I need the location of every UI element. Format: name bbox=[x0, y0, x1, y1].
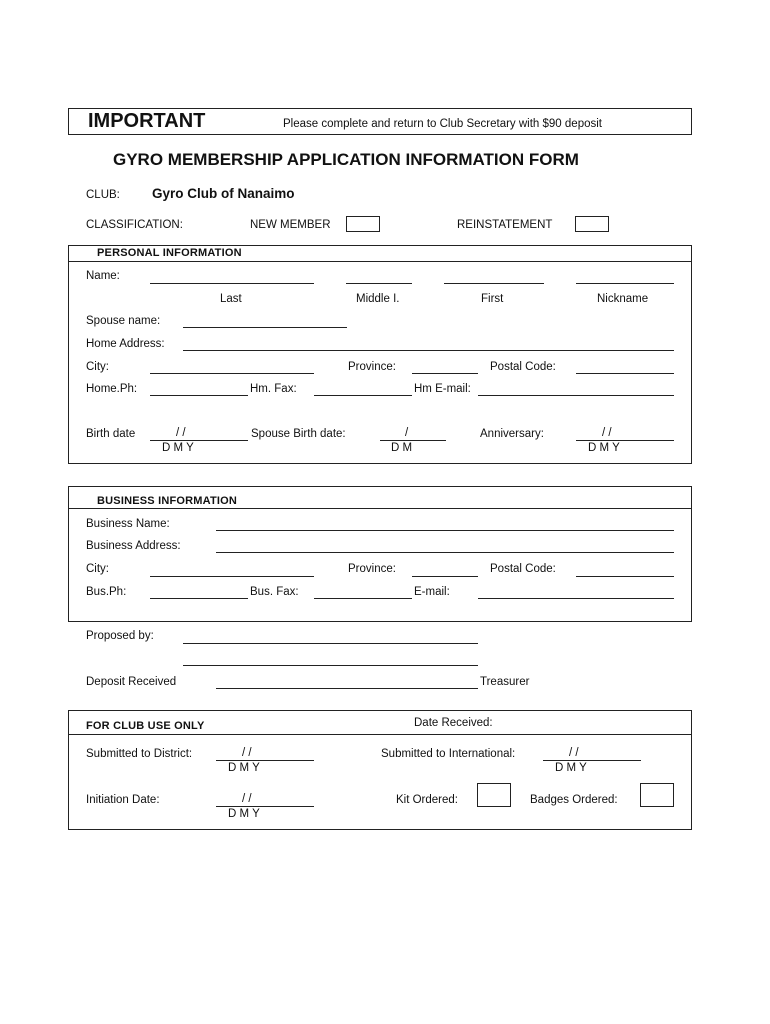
club-name: Gyro Club of Nanaimo bbox=[152, 186, 295, 201]
badges-ordered-label: Badges Ordered: bbox=[530, 794, 618, 806]
province-field[interactable] bbox=[412, 373, 478, 374]
business-postal-field[interactable] bbox=[576, 576, 674, 577]
club-use-heading-divider bbox=[68, 734, 692, 735]
important-label: IMPORTANT bbox=[88, 110, 206, 132]
proposed-by-field-1[interactable] bbox=[183, 643, 478, 644]
business-name-label: Business Name: bbox=[86, 518, 170, 530]
last-name-field[interactable] bbox=[150, 283, 314, 284]
business-city-label: City: bbox=[86, 563, 109, 575]
initiation-date-label: Initiation Date: bbox=[86, 794, 160, 806]
spouse-birth-dm: D M bbox=[391, 442, 413, 454]
new-member-label: NEW MEMBER bbox=[250, 219, 331, 231]
classification-label: CLASSIFICATION: bbox=[86, 219, 183, 231]
personal-info-heading: PERSONAL INFORMATION bbox=[97, 247, 242, 259]
reinstatement-checkbox[interactable] bbox=[575, 216, 609, 232]
deposit-received-label: Deposit Received bbox=[86, 676, 177, 688]
home-phone-field[interactable] bbox=[150, 395, 248, 396]
submitted-intl-label: Submitted to International: bbox=[381, 748, 516, 760]
business-info-heading: BUSINESS INFORMATION bbox=[97, 495, 238, 507]
business-heading-divider bbox=[68, 508, 692, 509]
name-label: Name: bbox=[86, 270, 120, 282]
nickname-field[interactable] bbox=[576, 283, 674, 284]
first-name-field[interactable] bbox=[444, 283, 544, 284]
initiation-date-field[interactable] bbox=[216, 806, 314, 807]
business-fax-field[interactable] bbox=[314, 598, 412, 599]
intl-date-slashes: / / bbox=[569, 747, 579, 759]
business-province-label: Province: bbox=[348, 563, 396, 575]
intl-date-dmy: D M Y bbox=[555, 762, 587, 774]
postal-code-label: Postal Code: bbox=[490, 361, 556, 373]
kit-ordered-checkbox[interactable] bbox=[477, 783, 511, 807]
club-use-heading: FOR CLUB USE ONLY bbox=[86, 720, 205, 732]
kit-ordered-label: Kit Ordered: bbox=[396, 794, 458, 806]
business-address-label: Business Address: bbox=[86, 540, 181, 552]
birth-date-field[interactable] bbox=[150, 440, 248, 441]
submitted-intl-date-field[interactable] bbox=[543, 760, 641, 761]
form-title: GYRO MEMBERSHIP APPLICATION INFORMATION FORM bbox=[113, 150, 579, 169]
home-address-label: Home Address: bbox=[86, 338, 165, 350]
spouse-birth-slash: / bbox=[405, 427, 409, 439]
business-email-field[interactable] bbox=[478, 598, 674, 599]
birth-date-dmy: D M Y bbox=[162, 442, 194, 454]
new-member-checkbox[interactable] bbox=[346, 216, 380, 232]
business-phone-label: Bus.Ph: bbox=[86, 586, 127, 598]
birth-date-label: Birth date bbox=[86, 428, 136, 440]
personal-info-section bbox=[68, 245, 692, 464]
province-label: Province: bbox=[348, 361, 396, 373]
home-email-field[interactable] bbox=[478, 395, 674, 396]
middle-caption: Middle I. bbox=[356, 293, 400, 305]
treasurer-label: Treasurer bbox=[480, 676, 530, 688]
reinstatement-label: REINSTATEMENT bbox=[457, 219, 553, 231]
initiation-date-slashes: / / bbox=[242, 793, 252, 805]
business-postal-label: Postal Code: bbox=[490, 563, 556, 575]
submitted-district-date-field[interactable] bbox=[216, 760, 314, 761]
home-address-field[interactable] bbox=[183, 350, 674, 351]
business-name-field[interactable] bbox=[216, 530, 674, 531]
birth-date-slashes: / / bbox=[176, 427, 186, 439]
home-email-label: Hm E-mail: bbox=[414, 383, 471, 395]
business-address-field[interactable] bbox=[216, 552, 674, 553]
proposed-by-field-2[interactable] bbox=[183, 665, 478, 666]
business-province-field[interactable] bbox=[412, 576, 478, 577]
anniversary-slashes: / / bbox=[602, 427, 612, 439]
spouse-birth-field[interactable] bbox=[380, 440, 446, 441]
spouse-birth-label: Spouse Birth date: bbox=[251, 428, 346, 440]
home-fax-field[interactable] bbox=[314, 395, 412, 396]
city-label: City: bbox=[86, 361, 109, 373]
middle-initial-field[interactable] bbox=[346, 283, 412, 284]
proposed-by-label: Proposed by: bbox=[86, 630, 154, 642]
badges-ordered-checkbox[interactable] bbox=[640, 783, 674, 807]
spouse-name-label: Spouse name: bbox=[86, 315, 161, 327]
personal-heading-divider bbox=[68, 261, 692, 262]
business-phone-field[interactable] bbox=[150, 598, 248, 599]
anniversary-dmy: D M Y bbox=[588, 442, 620, 454]
nickname-caption: Nickname bbox=[597, 293, 649, 305]
home-phone-label: Home.Ph: bbox=[86, 383, 138, 395]
home-fax-label: Hm. Fax: bbox=[250, 383, 297, 395]
initiation-date-dmy: D M Y bbox=[228, 808, 260, 820]
deposit-notice: Please complete and return to Club Secretary with $90 deposit bbox=[283, 118, 602, 130]
deposit-received-field[interactable] bbox=[216, 688, 478, 689]
submitted-district-label: Submitted to District: bbox=[86, 748, 193, 760]
club-label: CLUB: bbox=[86, 189, 120, 201]
postal-code-field[interactable] bbox=[576, 373, 674, 374]
city-field[interactable] bbox=[150, 373, 314, 374]
date-received-label: Date Received: bbox=[414, 717, 493, 729]
first-caption: First bbox=[481, 293, 504, 305]
anniversary-field[interactable] bbox=[576, 440, 674, 441]
business-city-field[interactable] bbox=[150, 576, 314, 577]
spouse-name-field[interactable] bbox=[183, 327, 347, 328]
district-date-dmy: D M Y bbox=[228, 762, 260, 774]
business-fax-label: Bus. Fax: bbox=[250, 586, 299, 598]
anniversary-label: Anniversary: bbox=[480, 428, 544, 440]
district-date-slashes: / / bbox=[242, 747, 252, 759]
business-email-label: E-mail: bbox=[414, 586, 450, 598]
last-caption: Last bbox=[220, 293, 242, 305]
